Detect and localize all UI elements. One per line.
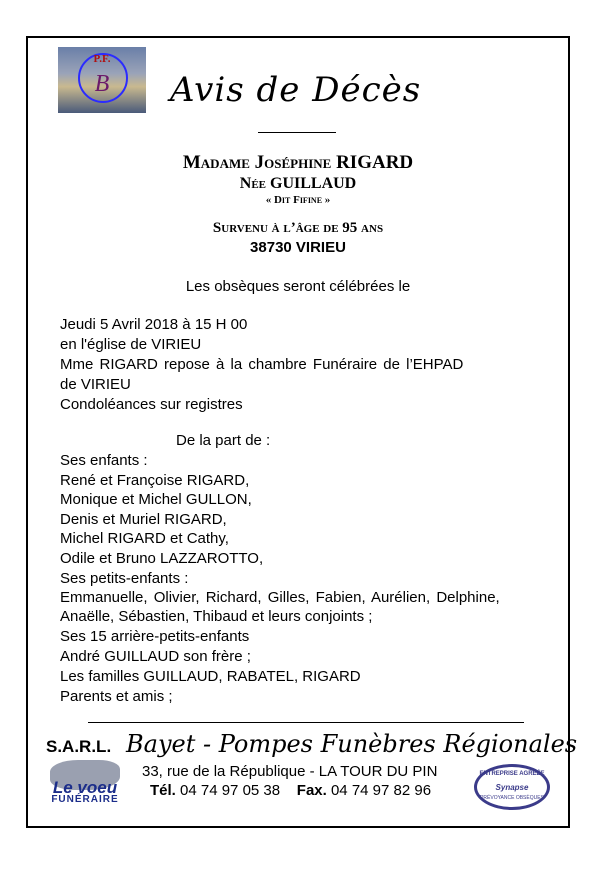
birth-name: Née GUILLAUD [239,175,357,192]
contact-line [150,782,431,799]
family-line: Denis et Muriel RIGARD, [60,511,227,528]
ceremony-line: en l'église de VIRIEU [60,336,202,353]
ceremony-line: Jeudi 5 Avril 2018 à 15 H 00 [60,316,248,333]
agreement-badge [474,764,550,810]
ceremony-intro: Les obsèques seront célébrées le [185,278,411,295]
fax-number: 04 74 97 82 96 [330,782,432,799]
family-line: Monique et Michel GULLON, [60,491,252,508]
ceremony-line: Mme RIGARD repose à la chambre Funéraire de l’EHPAD [60,356,464,373]
age-line: Survenu à l’âge de 95 ans [212,220,384,236]
family-line: Anaëlle, Sébastien, Thibaud et leurs conjoints ; [60,608,373,625]
family-line: Michel RIGARD et Cathy, [60,530,229,547]
tel-number: 04 74 97 05 38 [180,782,281,799]
company-type: S.A.R.L. [46,737,112,756]
page-title: Avis de Décès [170,70,422,110]
le-voeu-logo [44,760,126,804]
family-line: Emmanuelle, Olivier, Richard, Gilles, Fabien, Aurélien, Delphine, [60,589,500,606]
deceased-name: Madame Joséphine RIGARD [182,152,414,173]
family-line: René et Françoise RIGARD, [60,472,250,489]
family-line: Odile et Bruno LAZZAROTTO, [60,550,264,567]
family-line: Parents et amis ; [60,688,173,705]
city-line: 38730 VIRIEU [250,239,346,256]
tel-label: Tél. [150,782,176,799]
family-line: Les familles GUILLAUD, RABATEL, RIGARD [60,668,361,685]
logo-pf-text: P.F. [93,53,111,65]
family-line: Ses petits-enfants : [60,570,189,587]
family-line: Ses enfants : [60,452,148,469]
ceremony-line: Condoléances sur registres [60,396,243,413]
family-line: André GUILLAUD son frère ; [60,648,251,665]
nickname: « Dit Fifine » [265,194,331,206]
badge-bottom-text: PRÉVOYANCE OBSÈQUES [480,795,544,801]
company-name: Bayet - Pompes Funèbres Régionales [126,730,578,758]
family-line: Ses 15 arrière-petits-enfants [60,628,250,645]
le-voeu-text: Le voeu [52,778,118,797]
family-intro: De la part de : [176,432,271,449]
company-address: 33, rue de la République - LA TOUR DU PIN [142,763,438,780]
logo-letter: B [94,71,110,97]
fax-label: Fax. [296,782,327,799]
ceremony-line: de VIRIEU [60,376,131,393]
badge-mid-text: Synapse [495,783,529,792]
title-divider [258,132,336,133]
badge-top-text: ENTREPRISE AGRÉÉE [479,771,545,777]
pf-logo [58,47,146,113]
footer-divider [88,722,524,723]
le-voeu-subtext: FUNÉRAIRE [51,794,119,805]
